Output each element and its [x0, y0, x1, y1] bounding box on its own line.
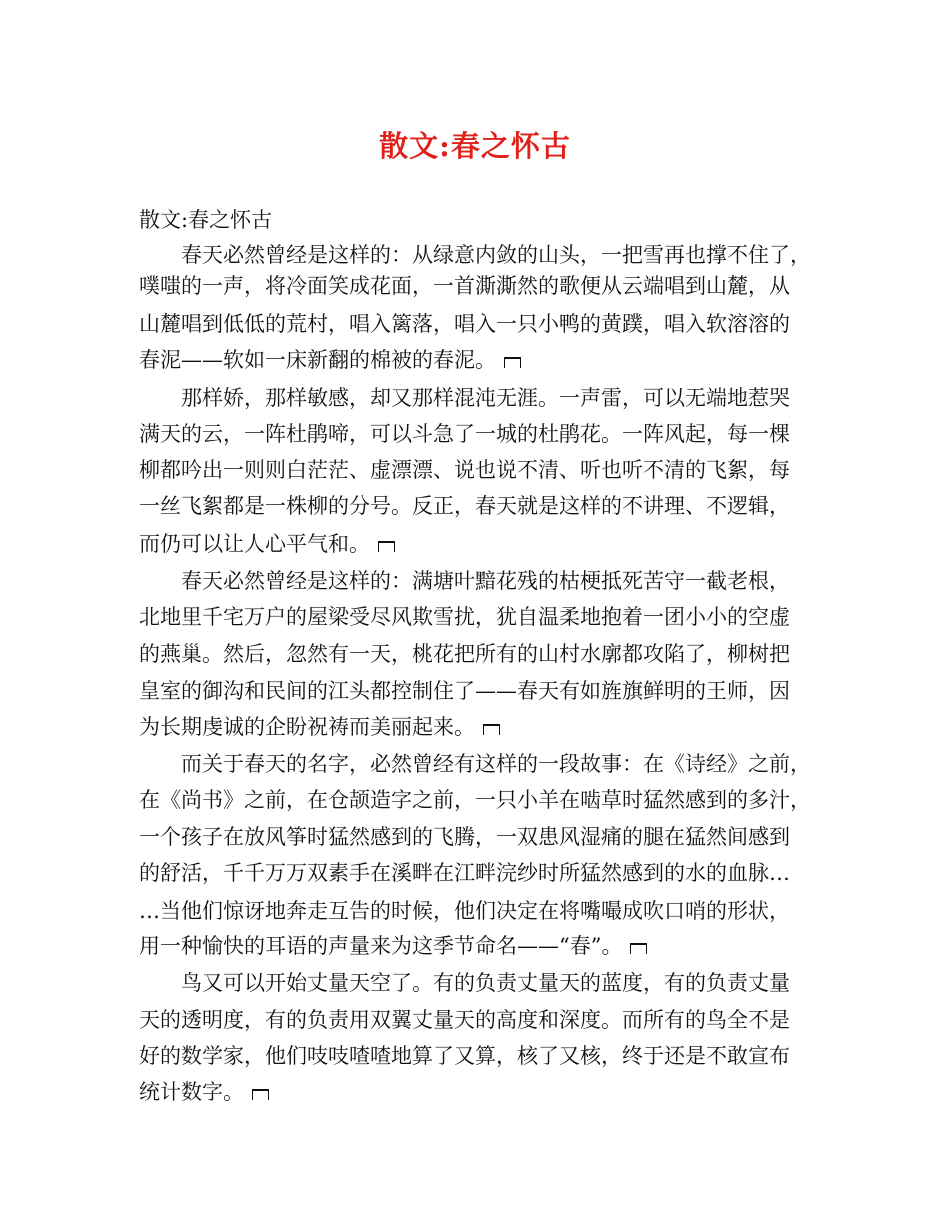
text-line: 山麓唱到低低的荒村，唱入篱落，唱入一只小鸭的黄蹼，唱入软溶溶的: [139, 312, 790, 336]
paragraph-return-mark-icon: [504, 357, 521, 368]
text-line: 那样娇，那样敏感，却又那样混沌无涯。一声雷，可以无端地惹哭: [139, 386, 790, 410]
text-line: 而仍可以让人心平气和。: [139, 529, 395, 559]
text-line: 春天必然曾经是这样的：满塘叶黯花残的枯梗抵死苦守一截老根，: [139, 569, 790, 593]
text-line: …当他们惊讶地奔走互告的时候，他们决定在将嘴嘬成吹口哨的形状，: [139, 899, 790, 923]
text-line: 满天的云，一阵杜鹃啼，可以斗急了一城的杜鹃花。一阵风起，每一棵: [139, 422, 790, 446]
text-line: 为长期虔诚的企盼祝祷而美丽起来。: [139, 712, 500, 742]
text-line: 柳都吟出一则则白茫茫、虚漂漂、说也说不清、听也听不清的飞絮，每: [139, 458, 790, 482]
text-line: 春泥——软如一床新翻的棉被的春泥。: [139, 345, 521, 375]
text-line: 一个孩子在放风筝时猛然感到的飞腾，一双患风湿痛的腿在猛然间感到: [139, 825, 790, 849]
text-line: 在《尚书》之前，在仓颉造字之前，一只小羊在啮草时猛然感到的多汁，: [139, 788, 811, 812]
text-line: 的舒活，千千万万双素手在溪畔在江畔浣纱时所猛然感到的水的血脉…: [139, 861, 790, 885]
paragraph-return-mark-icon: [252, 1089, 269, 1100]
text-line: 而关于春天的名字，必然曾经有这样的一段故事：在《诗经》之前，: [139, 752, 811, 776]
text-line: 的燕巢。然后，忽然有一天，桃花把所有的山村水廓都攻陷了，柳树把: [139, 642, 790, 666]
text-line: 北地里千宅万户的屋梁受尽风欺雪扰，犹自温柔地抱着一团小小的空虚: [139, 605, 790, 629]
text-line: 春天必然曾经是这样的：从绿意内敛的山头，一把雪再也撑不住了，: [139, 243, 811, 267]
text-line: 用一种愉快的耳语的声量来为这季节命名——“春”。: [139, 931, 647, 961]
text-line: 天的透明度，有的负责用双翼丈量天的高度和深度。而所有的鸟全不是: [139, 1008, 790, 1032]
text-line: 好的数学家，他们吱吱喳喳地算了又算，核了又核，终于还是不敢宣布: [139, 1044, 790, 1068]
document-subtitle: 散文:春之怀古: [139, 208, 273, 232]
paragraph-return-mark-icon: [378, 541, 395, 552]
text-line: 噗嗤的一声，将冷面笑成花面，一首澌澌然的歌便从云端唱到山麓，从: [139, 274, 790, 298]
text-line: 鸟又可以开始丈量天空了。有的负责丈量天的蓝度，有的负责丈量: [139, 971, 790, 995]
text-line: 统计数字。: [139, 1077, 269, 1107]
paragraph-return-mark-icon: [483, 724, 500, 735]
page-title: 散文:春之怀古: [379, 129, 571, 163]
text-line: 一丝飞絮都是一株柳的分号。反正，春天就是这样的不讲理、不逻辑，: [139, 494, 790, 518]
paragraph-return-mark-icon: [630, 943, 647, 954]
text-line: 皇室的御沟和民间的江头都控制住了——春天有如旌旗鲜明的王师，因: [139, 679, 790, 703]
